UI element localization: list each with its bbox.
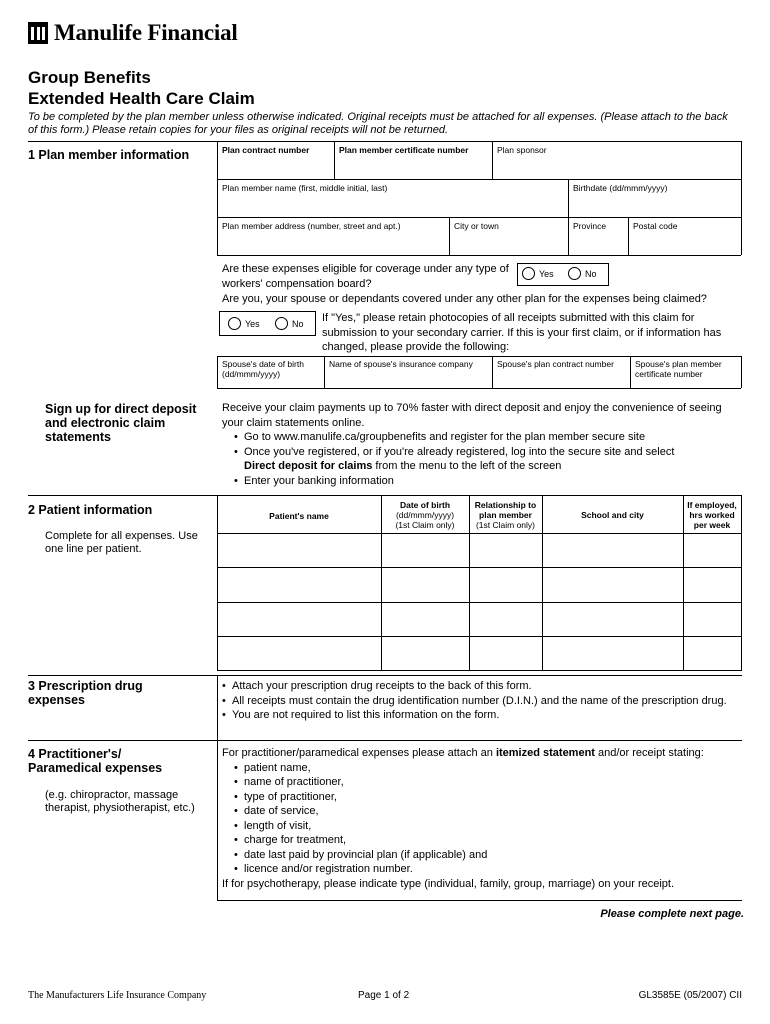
section3-bullet-1: • Attach your prescription drug receipts to the back of this form.	[222, 679, 732, 694]
title-line-2: Extended Health Care Claim	[28, 89, 255, 108]
s4-bullet: • date of service,	[234, 804, 742, 819]
spouse-div3	[630, 356, 631, 388]
col-dob	[381, 500, 469, 530]
postal-code-field[interactable]: Postal code	[633, 221, 678, 231]
pt-header-bottom	[217, 533, 741, 534]
spouse-div4	[741, 356, 742, 388]
pt-row4-bottom	[217, 670, 741, 671]
no-label: No	[585, 268, 597, 279]
s1-row1-bottom	[217, 179, 741, 180]
s4-bullet: • charge for treatment,	[234, 833, 742, 848]
s4-bullet: • name of practitioner,	[234, 775, 742, 790]
s4-bullet: • length of visit,	[234, 819, 742, 834]
s4-bullet: • patient name,	[234, 761, 742, 776]
address-field[interactable]: Plan member address (number, street and apt.)	[222, 221, 401, 231]
other-plan-no-option[interactable]	[275, 317, 304, 330]
col-rel-title2: plan member	[479, 510, 532, 520]
spouse-div1	[324, 356, 325, 388]
spouse-dob-field[interactable]: Spouse's date of birth (dd/mmm/yyyy)	[222, 359, 304, 379]
workers-comp-yes-option[interactable]	[522, 267, 554, 280]
spouse-div2	[492, 356, 493, 388]
spouse-row-top	[217, 356, 741, 357]
section4-intro	[222, 746, 742, 761]
s1-box-left	[217, 141, 218, 255]
pt-row2-bottom	[217, 602, 741, 603]
s4-intro-bold: itemized statement	[495, 747, 595, 759]
footer-form-code: GL3585E (05/2007) CII	[638, 990, 742, 1001]
section1-heading: 1 Plan member information	[28, 148, 190, 162]
section4-sub: (e.g. chiropractor, massage therapist, physiotherapist, etc.)	[45, 789, 195, 814]
step2-text-c: from the menu to the left of the screen	[372, 460, 562, 472]
col-employed-3: per week	[693, 520, 731, 530]
radio-circle-icon[interactable]	[275, 317, 288, 330]
section2-sub: Complete for all expenses. Use one line per patient.	[45, 530, 198, 555]
spouse-row-bottom	[217, 388, 741, 389]
if-yes-note: If "Yes," please retain photocopies of all receipts submitted with this claim for submission to your secondary carrier. If this is your first claim, or if information has changed, please provide the following:	[322, 312, 722, 353]
title-line-1: Group Benefits	[28, 68, 151, 87]
spouse-div0	[217, 356, 218, 388]
s1-row3-bottom	[217, 255, 741, 256]
s3-left-rule	[217, 675, 218, 740]
plan-contract-number-field[interactable]: Plan contract number	[222, 145, 310, 155]
direct-deposit-steps	[234, 430, 742, 488]
s1-div2	[492, 141, 493, 179]
s4-left-rule	[217, 740, 218, 901]
other-plan-yes-option[interactable]	[228, 317, 260, 330]
step2-text-bold: Direct deposit for claims	[244, 460, 373, 472]
pt-right	[741, 495, 742, 671]
col-rel-note: (1st Claim only)	[475, 520, 536, 530]
col-dob-note: (1st Claim only)	[395, 520, 455, 530]
plan-sponsor-field[interactable]: Plan sponsor	[497, 145, 547, 155]
s4-bullet: • licence and/or registration number.	[234, 862, 742, 877]
footer-page: Page 1 of 2	[358, 990, 410, 1001]
company-logo	[28, 20, 238, 46]
footer-company: The Manufacturers Life Insurance Company	[28, 990, 207, 1001]
plan-member-name-field[interactable]: Plan member name (first, middle initial, last)	[222, 183, 388, 193]
intro-text: To be completed by the plan member unless otherwise indicated. Original receipts must be attached for all expenses. (Please attach to the back of this form.) Please retain copies for your files as original receipts will not be returned.	[28, 111, 728, 136]
workers-comp-no-option[interactable]	[568, 267, 597, 280]
city-field[interactable]: City or town	[454, 221, 499, 231]
col-relationship	[469, 500, 542, 530]
col-dob-format: (dd/mmm/yyyy)	[395, 510, 455, 520]
pt-div3	[542, 495, 543, 671]
pt-row1-bottom	[217, 567, 741, 568]
plan-member-certificate-field[interactable]: Plan member certificate number	[339, 145, 469, 155]
no-label: No	[292, 318, 304, 329]
other-plan-question: Are you, your spouse or dependants covered under any other plan for the expenses being claimed?	[222, 293, 707, 305]
s1-div1	[334, 141, 335, 179]
section3-top-rule	[28, 675, 742, 676]
col-employed-2: hrs worked	[689, 510, 735, 520]
s4-bullet: • type of practitioner,	[234, 790, 742, 805]
workers-comp-question: Are these expenses eligible for coverage under any type of workers' compensation board?	[222, 263, 509, 290]
pt-left	[217, 495, 218, 671]
section2-heading: 2 Patient information	[28, 503, 153, 517]
company-name: Manulife Financial	[54, 20, 238, 45]
spouse-certificate-field[interactable]: Spouse's plan member certificate number	[635, 359, 722, 379]
section2-top-rule	[28, 495, 742, 496]
province-field[interactable]: Province	[573, 221, 607, 231]
direct-deposit-body	[222, 401, 742, 488]
direct-deposit-step-1: • Go to www.manulife.ca/groupbenefits and register for the plan member secure site	[234, 430, 742, 445]
form-title	[28, 67, 255, 109]
col-employed	[683, 500, 741, 530]
section3-bullet-2: • All receipts must contain the drug identification number (D.I.N.) and the name of the prescription drug.	[222, 694, 732, 709]
section1-top-rule	[28, 141, 742, 142]
section4-bullets	[234, 761, 742, 877]
section3-heading: 3 Prescription drug expenses	[28, 679, 143, 707]
radio-circle-icon[interactable]	[568, 267, 581, 280]
manulife-logo-icon	[28, 22, 48, 44]
s1-div4	[449, 217, 450, 255]
spouse-insurance-field[interactable]: Name of spouse's insurance company	[329, 359, 473, 369]
direct-deposit-heading: Sign up for direct deposit and electronic claim statements	[45, 402, 197, 444]
direct-deposit-intro: Receive your claim payments up to 70% faster with direct deposit and enjoy the convenience of seeing your claim statements online.	[222, 402, 722, 429]
col-patient-name: Patient's name	[269, 511, 329, 521]
direct-deposit-step-3: • Enter your banking information	[234, 474, 742, 489]
section4-heading: 4 Practitioner's/ Paramedical expenses	[28, 747, 163, 775]
section3-bullet-3: • You are not required to list this information on the form.	[222, 708, 732, 723]
col-employed-1: If employed,	[687, 500, 737, 510]
next-page-note: Please complete next page.	[600, 908, 744, 920]
yes-label: Yes	[539, 268, 554, 279]
section4-top-rule	[28, 740, 742, 741]
direct-deposit-step-2	[234, 445, 742, 474]
col-rel-title1: Relationship to	[474, 500, 537, 510]
yes-label: Yes	[245, 318, 260, 329]
birthdate-field[interactable]: Birthdate (dd/mmm/yyyy)	[573, 183, 668, 193]
pt-row3-bottom	[217, 636, 741, 637]
s4-bottom-rule	[217, 900, 742, 901]
s1-row2-bottom	[217, 217, 741, 218]
s1-div3	[568, 179, 569, 255]
section4-body	[222, 746, 742, 891]
s4-bullet: • date last paid by provincial plan (if applicable) and	[234, 848, 742, 863]
s1-div5	[628, 217, 629, 255]
step2-text-a: Once you've registered, or if you're already registered, log into the secure site and select	[244, 445, 675, 458]
psychotherapy-note: If for psychotherapy, please indicate type (individual, family, group, marriage) on your receipt.	[222, 877, 675, 890]
spouse-contract-field[interactable]: Spouse's plan contract number	[497, 359, 614, 369]
s1-box-right	[741, 141, 742, 255]
col-school: School and city	[581, 510, 644, 520]
col-dob-title: Date of birth	[399, 500, 451, 510]
s4-intro-a: For practitioner/paramedical expenses please attach an	[222, 747, 496, 759]
s4-intro-c: and/or receipt stating:	[594, 747, 704, 759]
section3-bullets	[222, 679, 732, 723]
radio-circle-icon[interactable]	[522, 267, 535, 280]
radio-circle-icon[interactable]	[228, 317, 241, 330]
